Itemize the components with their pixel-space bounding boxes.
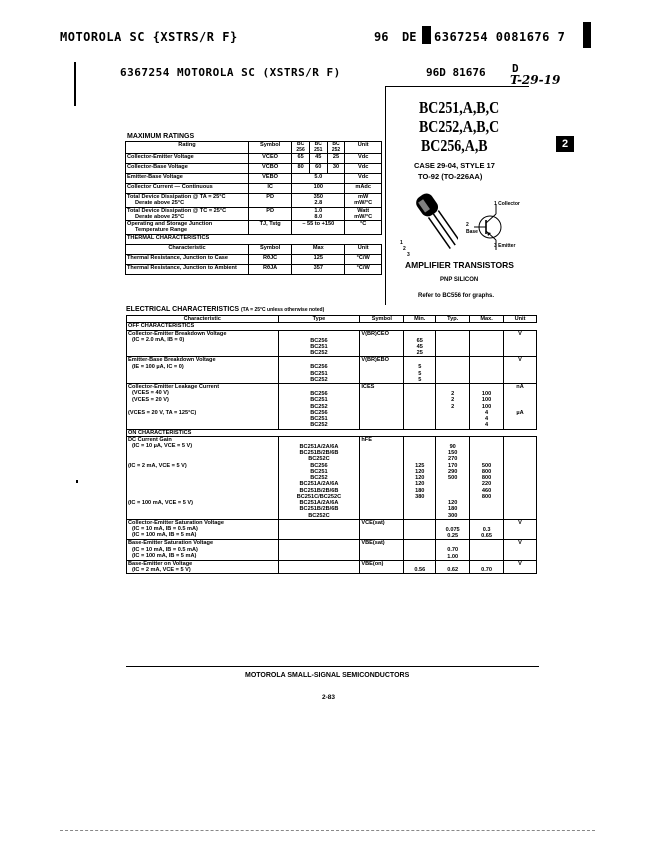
elec-max-line: 500 [481,462,492,469]
device-sub: PNP SILICON [440,277,479,283]
pin-1-number: 1 [400,240,403,246]
value-cell: 100 [292,184,345,194]
elec-ch-cell [127,357,279,384]
case-info-2: TO-92 (TO-226AA) [418,172,483,181]
elec-max-line: 800 [481,493,492,500]
unit-cell [345,207,382,221]
thermal-symbol: RθJC [249,254,292,264]
elec-min-cell [404,436,436,462]
rating-line: Derate above 25°C [135,213,185,220]
thermal-characteristic: Thermal Resistance, Junction to Case [126,254,249,264]
elec-sym-cell: ICES [360,384,404,410]
elec-max-line: 100 [481,391,492,397]
device-type: AMPLIFIER TRANSISTORS [405,260,514,270]
elec-max-cell [470,410,504,429]
elec-ch-line: (IC = 100 mA, IB = 5 mA) [132,532,197,539]
symbol-cell: VCEO [249,154,292,164]
elec-ch-cell [127,436,279,462]
elec-ch-line: Collector-Emitter Leakage Current [128,384,220,390]
elec-type-cell [278,330,360,357]
elec-max-line: 4 [485,409,489,416]
bottom-scan-line [60,830,595,831]
value-cell: 65 [292,154,310,164]
elec-min-cell [404,410,436,429]
elec-typ-cell [436,410,470,429]
elec-ch-line: (VCES = 20 V, TA = 125°C) [128,409,197,416]
elec-unit-cell: V [504,357,537,384]
part-number-2: BC252,A,B,C [419,117,500,136]
elec-header-cell: Type [278,316,360,323]
elec-max-line: 0.3 [482,526,491,533]
rating-cell [126,194,249,208]
value-cell: 5.0 [292,174,345,184]
elec-max-line: 4 [485,422,489,429]
elec-ch-line: Collector-Emitter Breakdown Voltage [128,330,227,337]
elec-sym-cell: VBE(sat) [360,540,404,561]
elec-sym-cell: V(BR)CEO [360,330,404,357]
thermal-max: 125 [292,254,345,264]
elec-typ-cell [436,330,470,357]
elec-max-cell [470,357,504,384]
elec-ch-line: (IC = 10 mA, IB = 0.5 mA) [132,526,198,532]
elec-max-line: 460 [481,487,492,494]
elec-ch-line: (IC = 2 mA, VCE = 5 V) [132,567,191,573]
elec-typ-cell [436,519,470,540]
elec-type-line: BC251B/2B/6B [299,506,339,513]
unit-line: mW [358,194,369,201]
elec-max-cell [470,436,504,462]
elec-title-text: ELECTRICAL CHARACTERISTICS [126,306,240,313]
elec-typ-line: 0.25 [447,533,459,539]
elec-type-line: BC251C/BC252C [296,493,342,500]
elec-unit-cell [504,436,537,462]
elec-typ-line: 180 [448,506,458,513]
unit-cell [345,194,382,208]
elec-type-line: BC251 [310,416,328,422]
elec-max-cell [470,560,504,574]
symbol-cell: PD [249,207,292,221]
elec-sym-cell: V(BR)EBO [360,357,404,384]
value-line: 2.8 [314,200,323,207]
table-row [126,221,382,235]
value-cell: 25 [327,154,345,164]
elec-typ-cell [436,560,470,574]
table-row [127,519,537,540]
elec-unit-cell: V [504,540,537,561]
elec-unit-cell [504,463,537,501]
elec-type-line: BC256 [310,391,328,397]
elec-type-line: BC252C [308,512,330,519]
thermal-unit: °C/W [345,254,382,264]
elec-type-cell [278,540,360,561]
elec-typ-line: 2 [451,403,455,410]
elec-type-line: BC251B/2B/6B [299,450,339,456]
elec-sym-cell: VCE(sat) [360,519,404,540]
header-rating: Rating [126,142,249,154]
unit-cell: °C [345,221,382,235]
elec-min-cell [404,330,436,357]
thermal-header-symbol: Symbol [249,244,292,254]
elec-min-cell [404,463,436,501]
thermal-header-unit: Unit [345,244,382,254]
elec-ch-cell [127,500,279,519]
elec-min-line: 5 [418,364,422,371]
on-characteristics-title [127,429,537,436]
value-cell: 80 [292,164,310,174]
black-bar [583,22,591,48]
elec-typ-cell [436,540,470,561]
rating-cell: Collector-Base Voltage [126,164,249,174]
elec-ch-line: (IE = 100 µA, IC = 0) [132,363,184,370]
rating-line: Total Device Dissipation @ TC = 25°C [127,207,227,214]
elec-ch-line: (IC = 2 mA, VCE = 5 V) [128,462,187,469]
elec-typ-cell [436,357,470,384]
elec-ch-line: (VCES = 20 V) [132,396,169,403]
unit-line: mW/°C [354,200,373,207]
elec-min-line: 65 [416,337,423,344]
elec-max-line: 100 [481,403,492,410]
elec-type-line: BC251 [310,343,328,350]
elec-max-line: 0.65 [481,533,493,539]
elec-title [126,306,324,313]
symbol-cell: IC [249,184,292,194]
elec-ch-line: (IC = 100 mA, VCE = 5 V) [128,500,193,506]
elec-max-line: 100 [481,397,492,404]
table-row [127,500,537,519]
unit-line: mW/°C [354,213,373,220]
pin-2-number: 2 [403,246,406,252]
rating-line: Derate above 25°C [135,200,185,207]
rating-cell: Emitter-Base Voltage [126,174,249,184]
elec-type-line: BC251A/2A/6A [299,443,339,450]
symbol-cell: VEBO [249,174,292,184]
elec-typ-cell [436,500,470,519]
footer-page: 2-83 [322,694,336,701]
elec-ch-line: Base-Emitter Saturation Voltage [128,540,214,547]
rating-cell [126,207,249,221]
off-characteristics-title-cell: OFF CHARACTERISTICS [127,323,537,330]
header-symbol: Symbol [249,142,292,154]
header-bc252: BC 252 [327,142,345,154]
top-header-left: MOTOROLA SC {XSTRS/R F} [60,30,238,44]
footer-rule [126,666,539,667]
value-cell: 45 [309,154,327,164]
elec-type-line: BC256 [310,364,328,371]
thermal-unit: °C/W [345,264,382,274]
elec-unit-cell [504,500,537,519]
rating-line: Temperature Range [135,227,188,234]
elec-typ-cell [436,384,470,410]
table-row [127,384,537,410]
elec-typ-line: 150 [448,450,458,456]
margin-mark [76,480,78,483]
elec-max-cell [470,463,504,501]
elec-type-line: BC252 [310,422,328,429]
elec-type-line: BC251 [310,468,328,475]
elec-typ-line: 170 [448,462,458,469]
elec-typ-line: 1.00 [447,553,459,560]
table-row [127,560,537,574]
elec-ch-line: Base-Emitter on Voltage [128,560,193,567]
elec-typ-line: 0.70 [447,547,459,554]
table-row [126,254,382,264]
elec-max-line: 220 [481,481,492,488]
elec-typ-line: 0.62 [447,566,459,573]
elec-header-cell: Typ. [436,316,470,323]
elec-min-line: 180 [415,487,425,494]
elec-type-line: BC252 [310,350,328,356]
case-info-1: CASE 29-04, STYLE 17 [414,161,495,170]
handwritten-code: T-29-19 [510,73,561,87]
value-line: 8.0 [314,213,323,220]
elec-typ-line: 500 [448,475,458,481]
elec-type-line: BC252 [310,376,328,383]
elec-type-cell [278,384,360,410]
header-bc251: BC 251 [309,142,327,154]
elec-min-line: 380 [415,493,425,500]
elec-header-cell: Max. [470,316,504,323]
refer-note: Refer to BC556 for graphs. [418,293,495,299]
elec-min-cell [404,540,436,561]
thermal-header-characteristic: Characteristic [126,244,249,254]
elec-max-cell [470,519,504,540]
unit-cell: Vdc [345,174,382,184]
footer-title: MOTOROLA SMALL-SIGNAL SEMICONDUCTORS [245,672,410,679]
elec-max-line: 4 [485,416,489,422]
electrical-table [126,315,537,574]
top-header-code: 96 [374,30,389,44]
elec-min-cell [404,384,436,410]
sub-header-d: D [512,62,519,75]
elec-type-cell [278,560,360,574]
elec-ch-line: (IC = 10 mA, IB = 0.5 mA) [132,546,198,553]
elec-max-cell [470,384,504,410]
elec-min-cell [404,500,436,519]
value-cell: – 55 to +150 [292,221,345,235]
symbol-cell: VCBO [249,164,292,174]
rating-cell: Collector Current — Continuous [126,184,249,194]
value-line: 350 [313,194,323,201]
part-number-3: BC256,A,B [421,136,488,155]
elec-typ-line: 290 [448,468,458,475]
elec-ch-line: (IC = 10 µA, VCE = 5 V) [132,443,193,449]
collector-label: 1 Collector [494,201,520,207]
table-row [126,154,382,164]
pin-3-number: 3 [407,252,410,258]
rating-line: Operating and Storage Junction [127,221,213,228]
elec-ch-line: Collector-Emitter Saturation Voltage [128,519,224,526]
elec-type-cell [278,463,360,501]
rating-cell: Collector-Emitter Voltage [126,154,249,164]
off-characteristics-title [127,323,537,330]
value-cell [292,207,345,221]
elec-typ-cell [436,436,470,462]
elec-max-line: 0.70 [481,566,493,573]
elec-max-line: 800 [481,475,492,481]
elec-max-cell [470,540,504,561]
value-cell [292,194,345,208]
elec-unit-cell: V [504,330,537,357]
max-ratings-header [126,142,382,154]
elec-ch-cell [127,410,279,429]
elec-sym-cell [360,500,404,519]
elec-ch-cell [127,463,279,501]
unit-cell: Vdc [345,164,382,174]
elec-unit-cell: V [504,519,537,540]
elec-min-line: 0.56 [414,566,426,573]
top-header-de: DE [402,30,417,44]
elec-min-cell [404,357,436,384]
elec-type-cell [278,500,360,519]
elec-unit-cell: µA [504,410,537,429]
elec-ch-line: (VCES = 40 V) [132,390,169,397]
thermal-title: THERMAL CHARACTERISTICS [126,234,382,244]
elec-type-cell [278,410,360,429]
symbol-cell: TJ, Tstg [249,221,292,235]
elec-type-line: BC251B/2B/6B [299,487,339,494]
elec-min-cell [404,519,436,540]
header-bc256: BC 256 [292,142,310,154]
thermal-characteristic: Thermal Resistance, Junction to Ambient [126,264,249,274]
elec-type-line: BC251 [310,370,328,377]
table-row [127,463,537,501]
header-unit: Unit [345,142,382,154]
sub-header-mid: 96D 81676 [426,66,486,79]
on-characteristics-title-cell: ON CHARACTERISTICS [127,429,537,436]
thermal-symbol: RθJA [249,264,292,274]
elec-ch-line: DC Current Gain [128,436,172,443]
elec-ch-cell [127,330,279,357]
elec-min-line: 5 [418,376,422,383]
elec-condition: (TA = 25°C unless otherwise noted) [241,307,325,313]
table-row [126,264,382,274]
unit-cell: mAdc [345,184,382,194]
elec-sym-cell [360,410,404,429]
elec-max-cell [470,330,504,357]
table-row [127,357,537,384]
table-row [126,174,382,184]
elec-ch-line: Emitter-Base Breakdown Voltage [128,357,216,364]
elec-typ-line: 0.075 [445,526,460,533]
value-cell: 30 [327,164,345,174]
unit-cell: Vdc [345,154,382,164]
elec-type-line: BC252 [310,475,328,481]
value-cell: 60 [309,164,327,174]
value-line: 1.0 [314,207,323,214]
elec-typ-line: 300 [448,512,458,519]
elec-type-line: BC256 [310,409,328,416]
thermal-header-max: Max [292,244,345,254]
elec-min-line: 25 [416,350,423,356]
elec-min-line: 120 [415,468,425,475]
elec-typ-cell [436,463,470,501]
bracket-line [74,62,76,106]
elec-header-cell: Symbol [360,316,404,323]
elec-min-line: 5 [418,370,422,377]
elec-type-cell [278,519,360,540]
table-row [127,330,537,357]
elec-header-row [127,316,537,323]
elec-min-line: 120 [415,475,425,481]
to92-package-icon [398,188,458,254]
thermal-max: 357 [292,264,345,274]
table-row [127,410,537,429]
table-row [127,540,537,561]
table-row [126,184,382,194]
elec-header-cell: Min. [404,316,436,323]
max-ratings-title: MAXIMUM RATINGS [127,133,195,140]
table-row [126,194,382,208]
elec-ch-line: (IC = 2.0 mA, IB = 0) [132,336,185,343]
elec-type-cell [278,357,360,384]
base-label: 2 Base [466,222,478,235]
elec-typ-line: 2 [451,391,455,397]
elec-header-cell: Unit [504,316,537,323]
elec-typ-line: 90 [449,443,456,450]
black-block [422,26,431,44]
elec-type-line: BC251A/2A/6A [299,500,339,506]
rating-cell [126,221,249,235]
elec-type-cell [278,436,360,462]
elec-type-line: BC252 [310,403,328,410]
thermal-title-row [126,234,382,244]
top-header-nums: 6367254 0081676 7 [434,30,566,44]
elec-unit-cell: V [504,560,537,574]
elec-type-line: BC256 [310,337,328,344]
unit-line: Watt [357,207,370,214]
elec-ch-cell [127,540,279,561]
elec-type-line: BC252C [308,456,330,463]
elec-type-line: BC251 [310,397,328,404]
elec-type-line: BC251A/2A/6A [299,481,339,488]
side-tab: 2 [556,136,574,152]
elec-sym-cell [360,463,404,501]
elec-ch-cell [127,384,279,410]
elec-ch-line: (IC = 100 mA, IB = 5 mA) [132,552,197,559]
elec-typ-line: 270 [448,456,458,463]
part-number-1: BC251,A,B,C [419,98,500,117]
thermal-header [126,244,382,254]
symbol-cell: PD [249,194,292,208]
elec-typ-line: 2 [451,397,455,404]
table-row [127,436,537,462]
rating-line: Total Device Dissipation @ TA = 25°C [127,194,226,201]
max-ratings-table [125,141,382,275]
elec-min-line: 120 [415,481,425,488]
elec-unit-cell: nA [504,384,537,410]
elec-min-line: 45 [416,343,423,350]
table-row [126,164,382,174]
elec-ch-cell [127,519,279,540]
sub-header-left: 6367254 MOTOROLA SC (XSTRS/R F) [120,66,341,79]
elec-min-line: 125 [415,462,425,469]
elec-sym-cell: VBE(on) [360,560,404,574]
elec-max-line: 800 [481,468,492,475]
elec-type-line: BC256 [310,462,328,469]
elec-ch-cell [127,560,279,574]
table-row [126,207,382,221]
elec-typ-line: 120 [448,500,458,506]
elec-max-cell [470,500,504,519]
elec-min-cell [404,560,436,574]
elec-header-cell: Characteristic [127,316,279,323]
emitter-label: 3 Emitter [494,243,516,249]
elec-sym-cell: hFE [360,436,404,462]
